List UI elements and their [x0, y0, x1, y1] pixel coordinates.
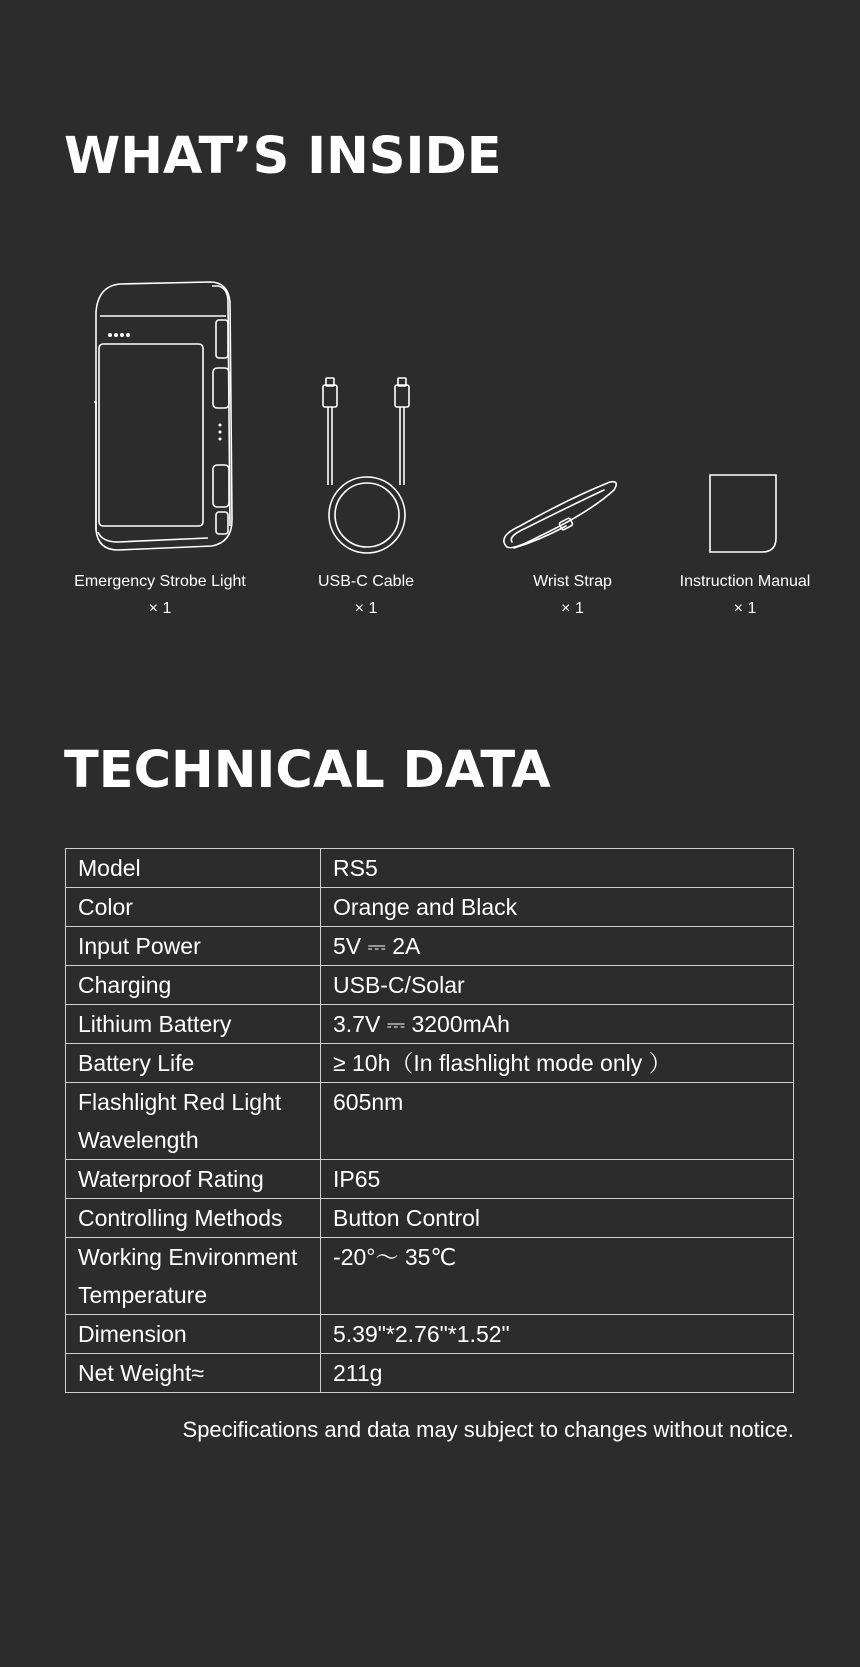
item-qty-strobe-light: × 1 [148, 600, 172, 617]
spec-key: Charging [66, 966, 321, 1005]
spec-row [66, 1005, 794, 1044]
spec-row [66, 1199, 794, 1238]
spec-value: Button Control [321, 1199, 794, 1238]
spec-key: Working Environment Temperature [66, 1238, 321, 1315]
spec-row [66, 1044, 794, 1083]
spec-key: Color [66, 888, 321, 927]
technical-data-title: TECHNICAL DATA [64, 741, 551, 800]
spec-value: IP65 [321, 1160, 794, 1199]
item-label-instruction-manual: Instruction Manual [679, 573, 811, 590]
spec-row [66, 888, 794, 927]
spec-row [66, 849, 794, 888]
spec-row [66, 927, 794, 966]
spec-row [66, 1315, 794, 1354]
spec-key: Lithium Battery [66, 1005, 321, 1044]
spec-row [66, 1160, 794, 1199]
spec-value: Orange and Black [321, 888, 794, 927]
item-label-strobe-light: Emergency Strobe Light [74, 573, 246, 590]
spec-value: 5V ⎓ 2A [321, 927, 794, 966]
spec-value: RS5 [321, 849, 794, 888]
spec-key: Model [66, 849, 321, 888]
spec-value: ≥ 10h（In flashlight mode only ） [321, 1044, 794, 1083]
strobe-light-icon [88, 280, 238, 555]
spec-key: Input Power [66, 927, 321, 966]
manual-icon [707, 472, 779, 556]
spec-value: 605nm [321, 1083, 794, 1160]
spec-key: Battery Life [66, 1044, 321, 1083]
item-qty-usb-c-cable: × 1 [354, 600, 378, 617]
spec-value: USB-C/Solar [321, 966, 794, 1005]
item-qty-wrist-strap: × 1 [561, 600, 584, 617]
usb-c-cable-icon [315, 375, 415, 560]
spec-key: Flashlight Red Light Wavelength [66, 1083, 321, 1160]
spec-row [66, 966, 794, 1005]
spec-value: -20°～ 35℃ [321, 1238, 794, 1315]
spec-key: Dimension [66, 1315, 321, 1354]
spec-key: Controlling Methods [66, 1199, 321, 1238]
spec-row [66, 1238, 794, 1315]
spec-value: 5.39"*2.76"*1.52" [321, 1315, 794, 1354]
spec-row [66, 1354, 794, 1393]
spec-value: 3.7V ⎓ 3200mAh [321, 1005, 794, 1044]
spec-key: Net Weight≈ [66, 1354, 321, 1393]
specifications-footnote: Specifications and data may subject to changes without notice. [182, 1417, 794, 1442]
whats-inside-title: WHAT’S INSIDE [64, 127, 502, 186]
item-label-wrist-strap: Wrist Strap [533, 573, 612, 590]
spec-table [65, 848, 794, 1393]
spec-key: Waterproof Rating [66, 1160, 321, 1199]
wrist-strap-icon [500, 478, 620, 558]
item-qty-instruction-manual: × 1 [733, 600, 757, 617]
item-label-usb-c-cable: USB-C Cable [317, 573, 415, 590]
spec-row [66, 1083, 794, 1160]
spec-value: 211g [321, 1354, 794, 1393]
